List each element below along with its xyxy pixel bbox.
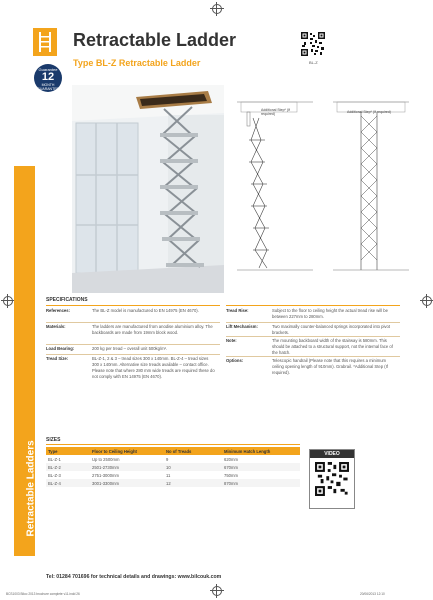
table-cell: BL-Z-4 — [46, 479, 90, 487]
spec-value: The mounting backboard width of the stairway is 580mm. This should be attached to a structural support, not the internal face of the hatch. — [272, 338, 393, 355]
spec-key: Note: — [226, 338, 237, 343]
table-row — [46, 479, 300, 487]
specs-left-column — [46, 308, 220, 428]
spec-key: Tread Size: — [46, 356, 69, 361]
table-row — [46, 455, 300, 463]
table-cell: 10 — [164, 463, 222, 471]
row-divider — [226, 356, 400, 357]
spec-key: Lift Mechanism: — [226, 324, 258, 329]
table-cell: 3001-3300mm — [90, 479, 164, 487]
spec-key: Options: — [226, 358, 244, 363]
badge-sub: GUARANTEE — [37, 87, 59, 91]
spec-row — [226, 308, 400, 322]
video-qr-code-icon[interactable] — [315, 462, 349, 496]
qr-label: BL-Z — [309, 60, 318, 65]
sidebar-tab — [14, 166, 35, 556]
column-header: No of Treads — [164, 447, 222, 455]
registration-mark — [3, 296, 13, 306]
row-divider — [46, 354, 220, 355]
footer-text: Tel: 01284 701696 for technical details and drawings: — [46, 574, 178, 580]
video-qr-box[interactable] — [309, 449, 355, 509]
table-cell: 670mm — [222, 463, 300, 471]
registration-mark — [422, 296, 432, 306]
specs-right-column — [226, 308, 400, 428]
table-cell: 2501-2730mm — [90, 463, 164, 471]
spec-key: Tread Rise: — [226, 308, 249, 313]
badge-number: 12 — [41, 71, 55, 83]
spec-row — [46, 308, 220, 322]
column-header: Type — [46, 447, 90, 455]
sizes-table — [46, 447, 300, 487]
table-cell: Up to 2500mm — [92, 456, 120, 462]
spec-value: The ladders are manufactured from anodise aluminium alloy. The backboards are made from 19mm block wood. — [92, 324, 213, 335]
print-slug: BCS1003 Bilco 2013 brochure complete v11.indd 26 — [6, 592, 80, 596]
qr-code-icon[interactable] — [301, 32, 325, 56]
ladder-photo — [72, 85, 224, 293]
specifications-rule-left — [46, 305, 220, 306]
footer-contact — [46, 574, 221, 580]
table-cell: BL-Z-2 — [46, 463, 90, 471]
table-cell: 9 — [166, 456, 169, 462]
drawing-note-right: Additional Step* (If required) — [347, 110, 391, 114]
print-slug-date: 20/06/2013 12:10 — [360, 592, 385, 596]
row-divider — [46, 322, 220, 323]
footer-link[interactable]: www.bilcouk.com — [177, 574, 222, 580]
registration-mark — [212, 586, 222, 596]
table-cell: 870mm — [222, 479, 300, 487]
spec-value: BL-Z-1, 2 & 3 – tread sizes 300 x 140mm. BL-Z-4 – tread sizes 300 x 140mm. Alternative size treads available – contact office. Please note that where 280 mm wide treads are required these do not comply with EN 14975 (EN 4670). — [92, 356, 215, 379]
sizes-rule — [46, 444, 300, 445]
ladder-logo-icon — [33, 28, 57, 56]
table-cell: 2751-3000mm — [92, 472, 120, 478]
video-label: VIDEO — [310, 450, 354, 458]
table-header-row — [46, 447, 300, 455]
spec-row — [46, 346, 220, 354]
column-header: Minimum Hatch Length — [222, 447, 300, 455]
page-subtitle: Type BL-Z Retractable Ladder — [73, 58, 201, 68]
row-divider — [46, 344, 220, 345]
spec-value: Telescopic handrail (Please note that this requires a minimum ceiling opening length of 910mm). Grabrail. *Additional Step (If required). — [272, 358, 388, 375]
table-row — [46, 463, 300, 471]
registration-mark — [212, 4, 222, 14]
spec-row — [46, 356, 220, 400]
spec-key: Load Bearing: — [46, 346, 75, 351]
technical-drawing — [233, 88, 413, 293]
page-title: Retractable Ladder — [73, 30, 237, 50]
spec-key: References: — [46, 308, 70, 313]
spec-value: Subject to the floor to ceiling height the actual tread rise will be between 227mm to 280mm. — [272, 308, 388, 319]
badge-top-text: Guarantee — [38, 67, 58, 72]
table-cell: 620mm — [224, 456, 238, 462]
sidebar-label: Retractable Ladders — [25, 440, 36, 537]
guarantee-badge — [34, 64, 62, 92]
specifications-heading: SPECIFICATIONS — [46, 297, 88, 303]
row-divider — [226, 336, 400, 337]
table-cell: 12 — [164, 479, 222, 487]
spec-row — [226, 358, 400, 388]
spec-value: 200 kg per tread – overall unit 500kg/m². — [92, 346, 168, 351]
table-row — [46, 471, 300, 479]
sizes-heading: SIZES — [46, 437, 61, 443]
specifications-rule-right — [226, 305, 400, 306]
row-divider — [226, 322, 400, 323]
table-cell: 11 — [166, 472, 171, 478]
badge-unit: MONTH — [41, 83, 55, 87]
column-header: Floor to Ceiling Height — [90, 447, 164, 455]
table-cell: 750mm — [224, 472, 238, 478]
spec-key: Materials: — [46, 324, 66, 329]
table-cell: BL-Z-1 — [48, 456, 61, 462]
table-cell: BL-Z-3 — [48, 472, 61, 478]
drawing-note-left: Additional Step* (If required) — [261, 108, 290, 116]
spec-value: Two maximally counter-balanced springs incorporated into pivot brackets. — [272, 324, 391, 335]
spec-value: The BL-Z model is manufactured to EN 14975 (EN 4670). — [92, 308, 199, 313]
spec-row — [226, 338, 400, 358]
